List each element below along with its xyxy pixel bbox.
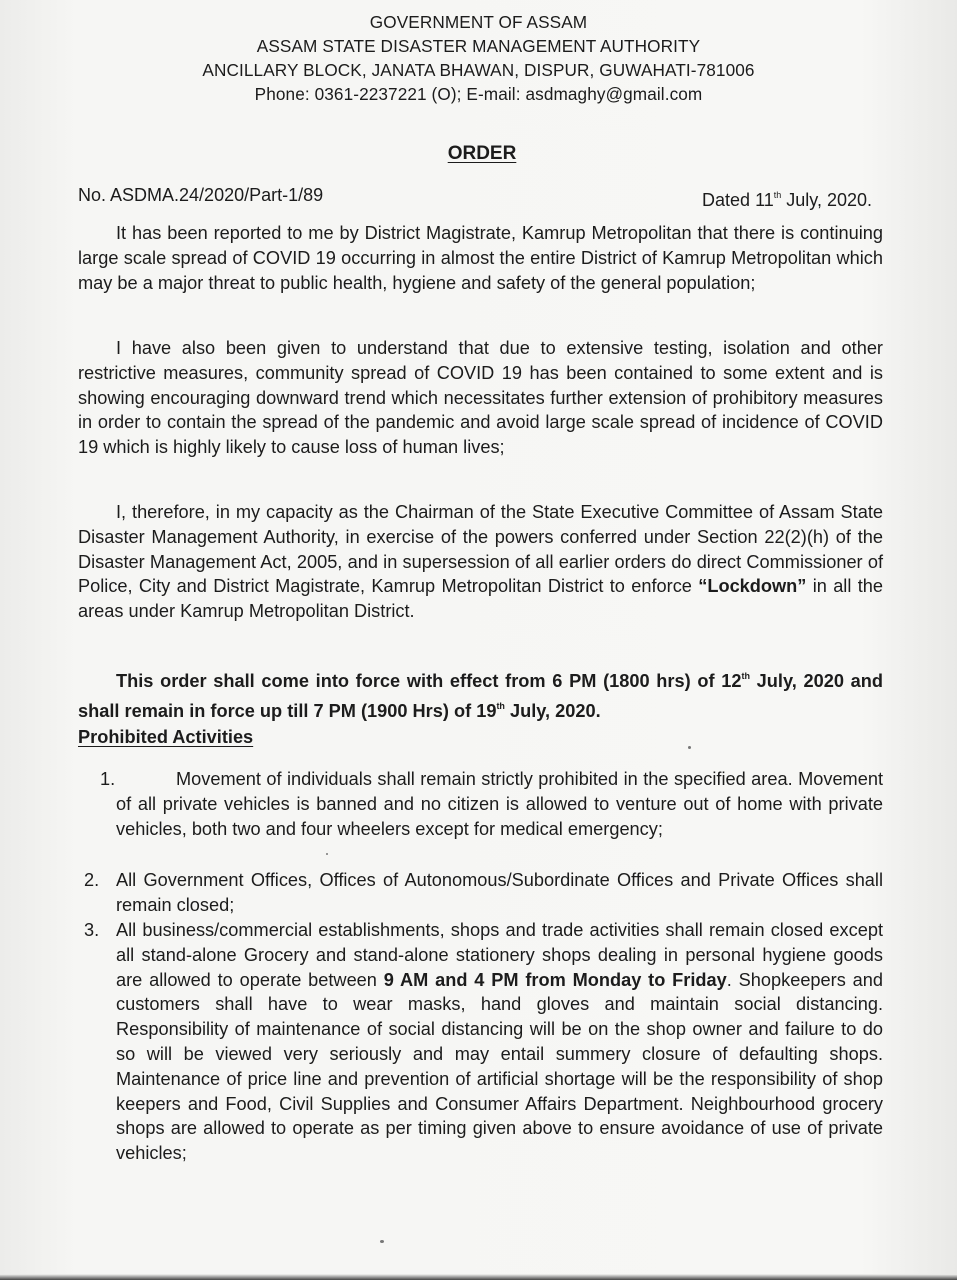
order-number: No. ASDMA.24/2020/Part-1/89 [78, 185, 324, 205]
reference-row [78, 183, 872, 210]
scan-speck [688, 746, 691, 749]
paragraph-effective-period [78, 664, 883, 724]
order-date [702, 183, 872, 212]
list-item-text-bold: 9 AM and 4 PM from Monday to Friday [383, 969, 727, 990]
effective-text-b: July, 2020 and shall remain in force up till 7 PM (1900 Hrs) of 19 [78, 671, 883, 721]
list-item-text: Movement of individuals shall remain strictly prohibited in the specified area. Movement of all private vehicles is banned and no citizen is allowed to venture out of home with private vehicles, both two and four wheelers except for medical emergency; [116, 769, 883, 839]
paragraph-direction-text-b: in all the areas under Kamrup Metropolitan District. [78, 576, 883, 622]
list-item-number: 3. [84, 920, 100, 940]
order-date-prefix: Dated 11 [702, 190, 774, 210]
lockdown-term: “Lockdown” [698, 576, 807, 597]
paragraph-report: It has been reported to me by District Magistrate, Kamrup Metropolitan that there is continuing large scale spread of COVID 19 occurring in almost the entire District of Kamrup Metropolitan which may be a major threat to public health, hygiene and safety of the general population; [78, 223, 883, 293]
paragraph-direction-text-a: I, therefore, in my capacity as the Chairman of the State Executive Committee of Assam State Disaster Management Authority, in exercise of the powers conferred under Section 22(2)(h) of the Disaster Management Act, 2005, and in supersession of all earlier orders do direct Commissioner of Police, City and District Magistrate, Kamrup Metropolitan District to enforce [78, 502, 883, 597]
order-title: ORDER [447, 143, 517, 164]
page-bottom-edge [0, 1274, 957, 1280]
list-item-text [116, 918, 883, 1166]
effective-text-c: July, 2020. [504, 700, 601, 721]
order-date-sup: th [773, 190, 782, 200]
letterhead-contact: Phone: 0361-2237221 (O); E-mail: asdmaghy@gmail.com [254, 84, 703, 104]
letterhead-government: GOVERNMENT OF ASSAM [369, 12, 588, 32]
paragraph-understanding: I have also been given to understand that due to extensive testing, isolation and other restrictive measures, community spread of COVID 19 has been contained to some extent and is showing encouraging downward trend which necessitates further extension of prohibitory measures in order to contain the spread of the pandemic and avoid large scale spread of incidence of COVID 19 which is highly likely to cause loss of human lives; [78, 338, 883, 458]
list-item-number: 1. [100, 769, 116, 789]
list-item-number: 2. [84, 870, 100, 890]
list-item-text: All Government Offices, Offices of Autonomous/Subordinate Offices and Private Offices shall remain closed; [116, 870, 883, 915]
prohibited-activities-heading: Prohibited Activities [78, 727, 254, 747]
letterhead-authority: ASSAM STATE DISASTER MANAGEMENT AUTHORITY [256, 36, 701, 56]
order-date-suffix: July, 2020. [781, 190, 872, 210]
letterhead [0, 10, 957, 106]
letterhead-address: ANCILLARY BLOCK, JANATA BHAWAN, DISPUR, GUWAHATI-781006 [202, 60, 755, 80]
effective-text-a: This order shall come into force with effect from 6 PM (1800 hrs) of 12 [116, 671, 742, 691]
list-item-text-a: All business/commercial establishments, shops and trade activities shall remain closed except all stand-alone Grocery and stand-alone stationery shops dealing in personal hygiene goods are allowed to operate between [116, 920, 883, 990]
effective-sup-2: th [496, 700, 505, 711]
scan-speck [380, 1240, 384, 1243]
scan-speck [326, 853, 328, 855]
list-item-text-b: . Shopkeepers and customers shall have to wear masks, hand gloves and maintain social distancing. Responsibility of maintenance of social distancing will be on the shop owner and failure to do so will be viewed very seriously and may entail summery closure of defaulting shops. Maintenance of price line and prevention of artificial shortage will be the responsibility of shop keepers and Food, Civil Supplies and Consumer Affairs Department. Neighbourhood grocery shops are allowed to operate as per timing given above to ensure avoidance of use of private vehicles; [116, 969, 883, 1164]
effective-sup-1: th [741, 671, 750, 681]
list-item-text-wrap [116, 767, 883, 841]
paragraph-direction [78, 500, 883, 624]
